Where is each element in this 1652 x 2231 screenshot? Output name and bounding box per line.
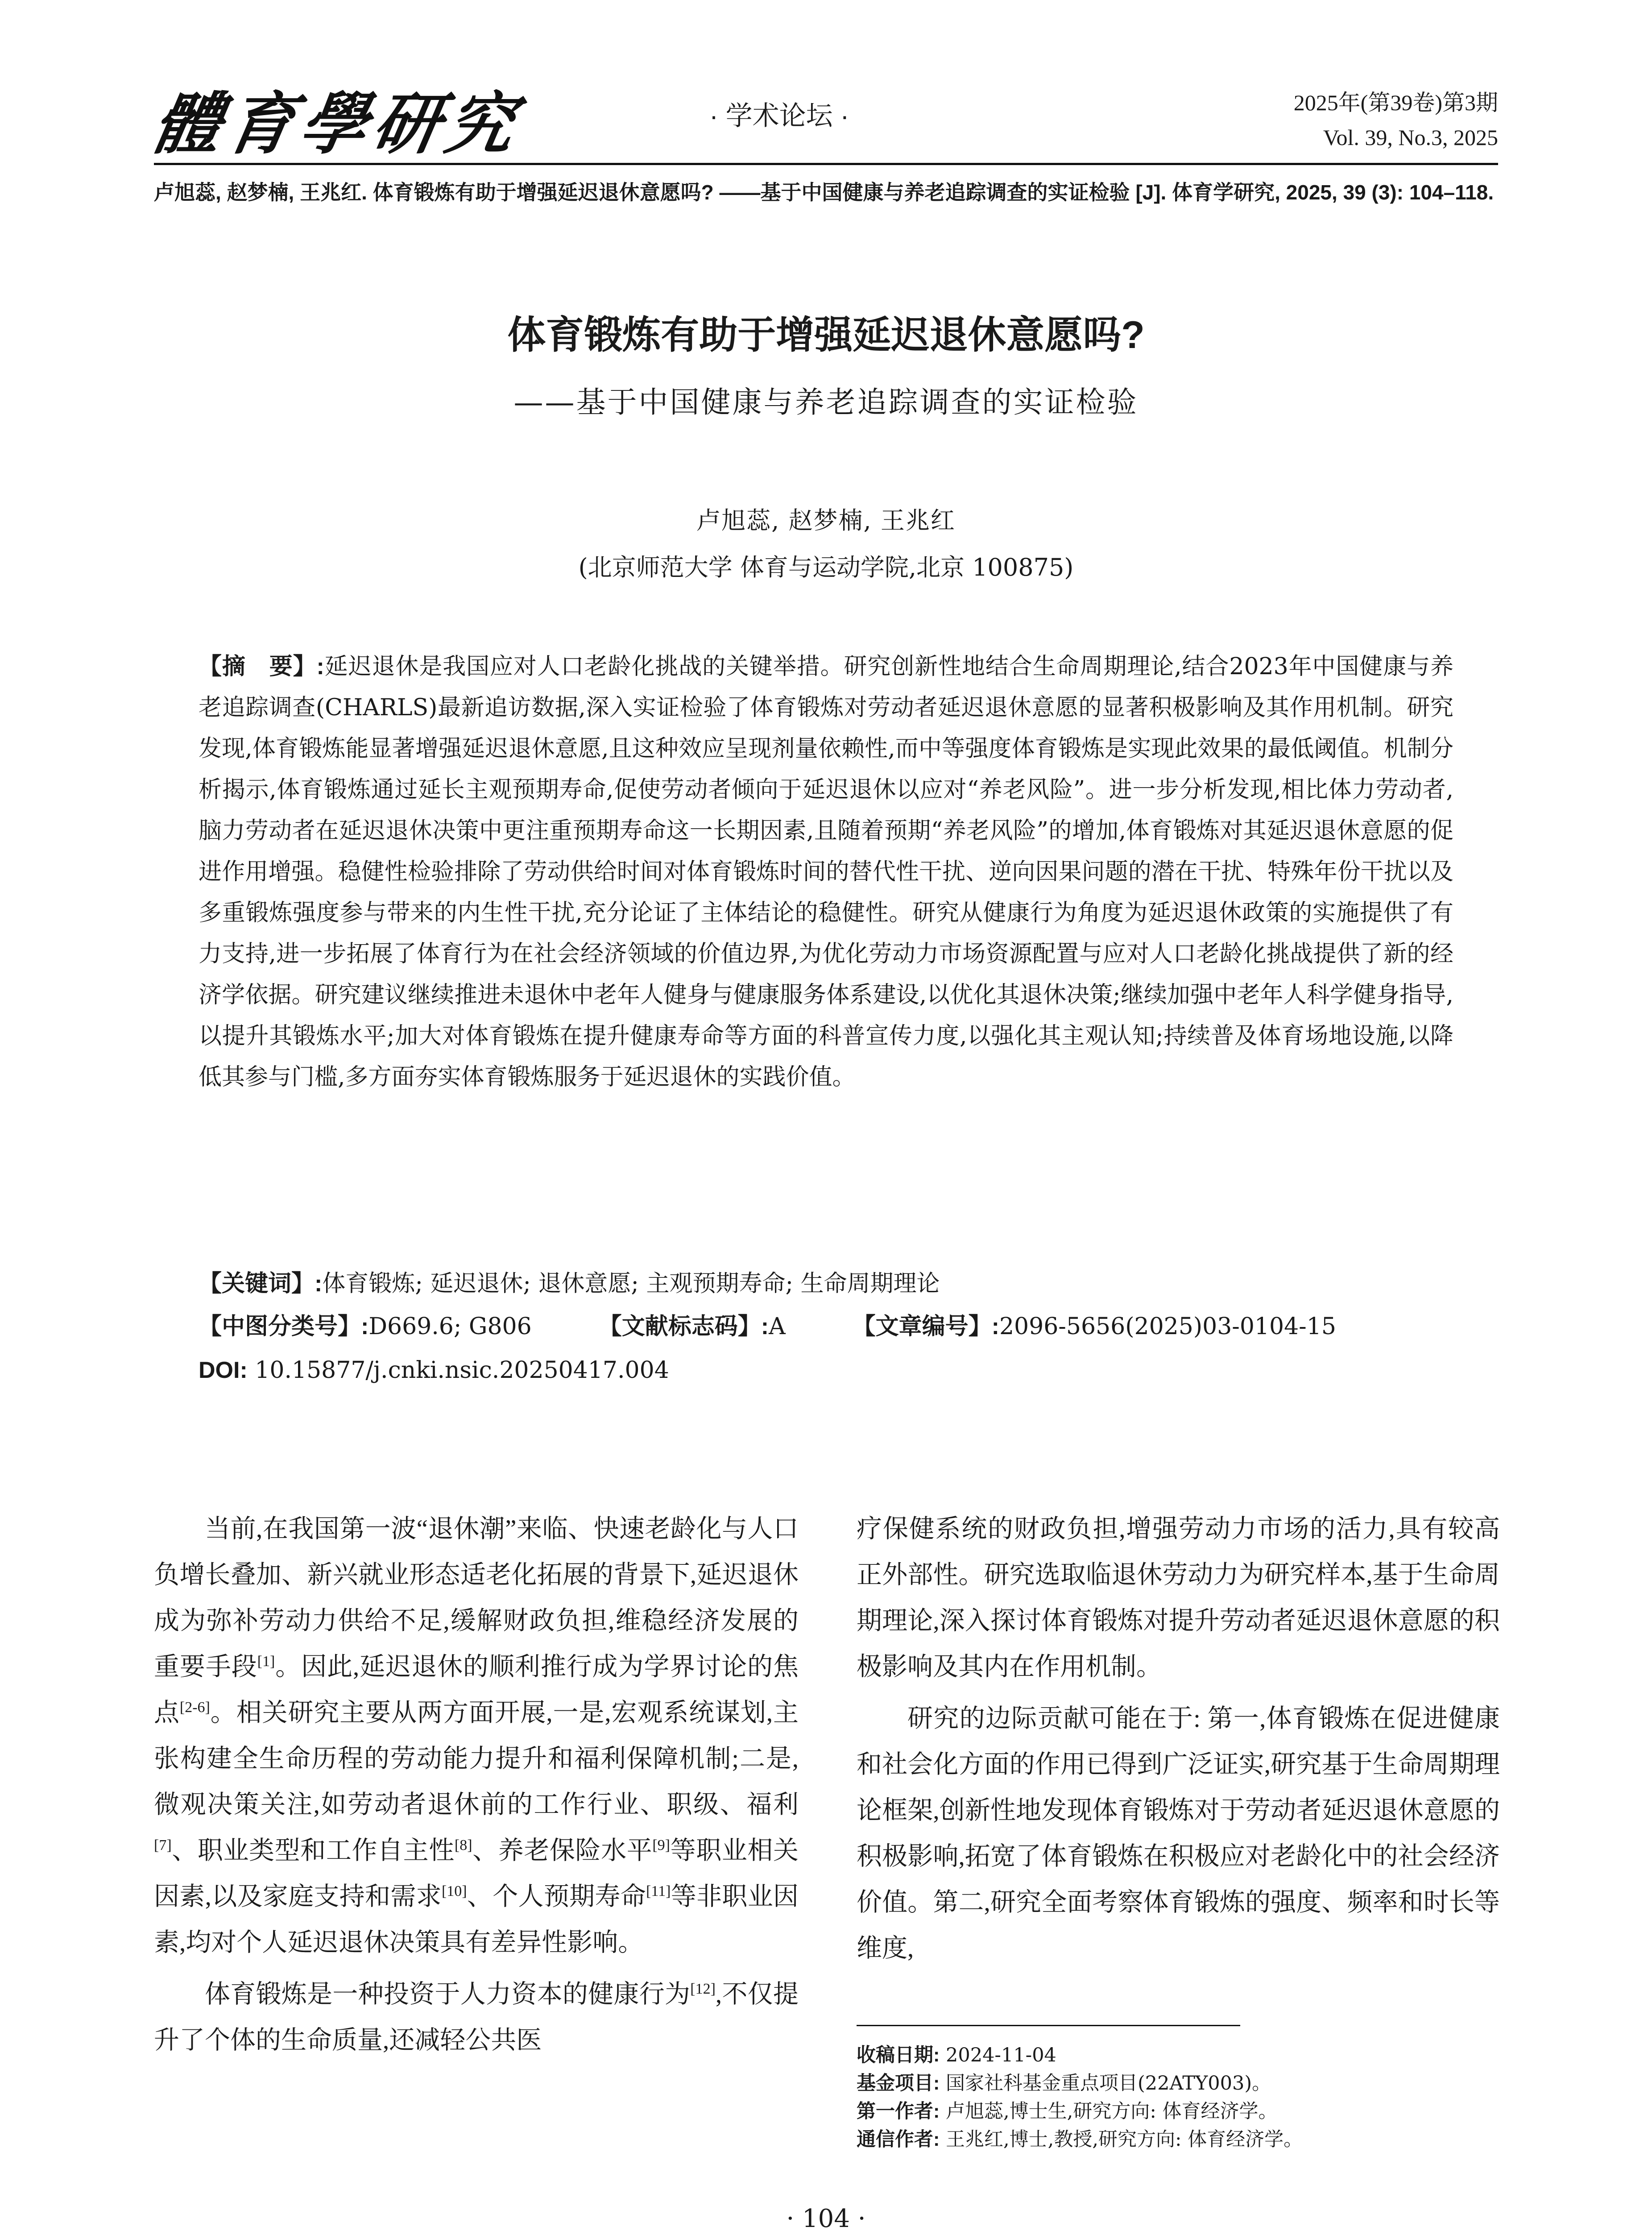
- body-text: ,不仅提升了个体的生命质量,还减轻公共医: [154, 1980, 799, 2054]
- doc-code-value: A: [769, 1313, 786, 1340]
- issue-info-en: Vol. 39, No.3, 2025: [1323, 125, 1498, 150]
- reference-marker[interactable]: [1]: [257, 1653, 275, 1670]
- reference-marker[interactable]: [12]: [690, 1981, 716, 1997]
- footnote-divider: [857, 2025, 1240, 2026]
- clc-value: D669.6; G806: [368, 1313, 532, 1340]
- footnote-label: 收稿日期:: [857, 2044, 940, 2066]
- body-text: 、个人预期寿命: [467, 1883, 646, 1911]
- reference-marker[interactable]: [10]: [441, 1883, 467, 1899]
- body-paragraph: [154, 1971, 799, 2063]
- citation-line: 卢旭蕊, 赵梦楠, 王兆红. 体育锻炼有助于增强延迟退休意愿吗? ——基于中国健康与养老追踪调查的实证检验 [J]. 体育学研究, 2025, 39 (3): 104–118.: [154, 181, 1494, 204]
- article-subtitle: ——基于中国健康与养老追踪调查的实证检验: [513, 385, 1139, 419]
- doi-value[interactable]: 10.15877/j.cnki.nsic.20250417.004: [255, 1357, 669, 1384]
- keywords-label: 【关键词】:: [199, 1271, 323, 1297]
- footnote-value: 卢旭蕊,博士生,研究方向: 体育经济学。: [940, 2100, 1278, 2123]
- body-text: 。相关研究主要从两方面开展,一是,宏观系统谋划,主张构建全生命历程的劳动能力提升和福利保障机制;二是,微观决策关注,如劳动者退休前的工作行业、职级、福利: [154, 1699, 799, 1819]
- footnote-label: 通信作者:: [857, 2129, 940, 2150]
- footnote-label: 第一作者:: [857, 2101, 940, 2122]
- classification-line: [199, 1313, 1453, 1340]
- footnotes: [857, 2041, 1499, 2154]
- body-paragraph: 研究的边际贡献可能在于: 第一,体育锻炼在促进健康和社会化方面的作用已得到广泛证实,研究基于生命周期理论框架,创新性地发现体育锻炼对于劳动者延迟退休意愿的积极影响,拓宽了体育锻炼在积极应对老龄化中的社会经济价值。第二,研究全面考察体育锻炼的强度、频率和时长等维度,: [857, 1704, 1500, 1962]
- abstract: [199, 646, 1453, 1098]
- doc-code-label: 【文献标志码】:: [598, 1314, 769, 1339]
- body-text: 当前,在我国第一波“退休潮”来临、快速老龄化与人口负增长叠加、新兴就业形态适老化拓展的背景下,延迟退休成为弥补劳动力供给不足,缓解财政负担,维稳经济发展的重要手段: [154, 1515, 799, 1681]
- reference-marker[interactable]: [8]: [454, 1837, 472, 1854]
- footnote-corresponding-author: [857, 2126, 1499, 2154]
- body-paragraph: 疗保健系统的财政负担,增强劳动力市场的活力,具有较高正外部性。研究选取临退休劳动力为研究样本,基于生命周期理论,深入探讨体育锻炼对提升劳动者延迟退休意愿的积极影响及其内在作用机制。: [857, 1515, 1500, 1681]
- footnote-label: 基金项目:: [857, 2073, 940, 2094]
- footnote-value: 2024-11-04: [940, 2044, 1056, 2066]
- body-paragraph: [154, 1506, 799, 1966]
- section-label: · 学术论坛 ·: [709, 101, 849, 131]
- body-text: 等职业相关因素,以及家庭支持和需求: [154, 1837, 799, 1911]
- body-column-right: [857, 1506, 1500, 1977]
- article-title: 体育锻炼有助于增强延迟退休意愿吗?: [507, 314, 1145, 357]
- body-text: 体育锻炼是一种投资于人力资本的健康行为: [205, 1980, 691, 2008]
- header-divider: [154, 163, 1498, 165]
- body-text: 、职业类型和工作自主性: [171, 1837, 455, 1865]
- reference-marker[interactable]: [7]: [154, 1837, 172, 1854]
- journal-logo: 體育學研究: [147, 88, 526, 162]
- keywords-text: 体育锻炼; 延迟退休; 退休意愿; 主观预期寿命; 生命周期理论: [322, 1270, 940, 1297]
- footnote-received: [857, 2041, 1499, 2069]
- page-number: · 104 ·: [786, 2204, 866, 2231]
- article-no-value: 2096-5656(2025)03-0104-15: [999, 1313, 1336, 1340]
- footnote-value: 王兆红,博士,教授,研究方向: 体育经济学。: [940, 2128, 1303, 2151]
- body-text: 。因此,延迟退休的顺利推行成为学界讨论的焦点: [154, 1653, 799, 1727]
- footnote-value: 国家社科基金重点项目(22ATY003)。: [940, 2072, 1271, 2094]
- reference-marker[interactable]: [9]: [652, 1837, 670, 1854]
- footnote-first-author: [857, 2098, 1499, 2126]
- issue-info-cn: 2025年(第39卷)第3期: [1293, 90, 1498, 115]
- body-column-left: [154, 1506, 799, 2069]
- abstract-label: 【摘 要】:: [199, 654, 324, 680]
- abstract-text: 延迟退休是我国应对人口老龄化挑战的关键举措。研究创新性地结合生命周期理论,结合2023年中国健康与养老追踪调查(CHARLS)最新追访数据,深入实证检验了体育锻炼对劳动者延迟退休意愿的显著积极影响及其作用机制。研究发现,体育锻炼能显著增强延迟退休意愿,且这种效应呈现剂量依赖性,而中等强度体育锻炼是实现此效果的最低阈值。机制分析揭示,体育锻炼通过延长主观预期寿命,促使劳动者倾向于延迟退休以应对“养老风险”。进一步分析发现,相比体力劳动者,脑力劳动者在延迟退休决策中更注重预期寿命这一长期因素,且随着预期“养老风险”的增加,体育锻炼对其延迟退休意愿的促进作用增强。稳健性检验排除了劳动供给时间对体育锻炼时间的替代性干扰、逆向因果问题的潜在干扰、特殊年份干扰以及多重锻炼强度参与带来的内生性干扰,充分论证了主体结论的稳健性。研究从健康行为角度为延迟退休政策的实施提供了有力支持,进一步拓展了体育行为在社会经济领域的价值边界,为优化劳动力市场资源配置与应对人口老龄化挑战提供了新的经济学依据。研究建议继续推进未退休中老年人健身与健康服务体系建设,以优化其退休决策;继续加强中老年人科学健身指导,以提升其锻炼水平;加大对体育锻炼在提升健康寿命等方面的科普宣传力度,以强化其主观认知;持续普及体育场地设施,以降低其参与门槛,多方面夯实体育锻炼服务于延迟退休的实践价值。: [199, 653, 1453, 1091]
- body-text: 、养老保险水平: [472, 1837, 653, 1865]
- body-text: 等非职业因素,均对个人延迟退休决策具有差异性影响。: [154, 1883, 799, 1957]
- doi-label: DOI:: [199, 1357, 248, 1383]
- reference-marker[interactable]: [11]: [646, 1883, 671, 1899]
- footnote-fund: [857, 2069, 1499, 2098]
- keywords: [199, 1270, 940, 1298]
- author-list: 卢旭蕊, 赵梦楠, 王兆红: [696, 506, 956, 535]
- doi-line: [199, 1356, 669, 1384]
- article-no-label: 【文章编号】:: [852, 1314, 999, 1339]
- clc-label: 【中图分类号】:: [199, 1314, 369, 1339]
- reference-marker[interactable]: [2-6]: [179, 1699, 210, 1716]
- author-affiliation: (北京师范大学 体育与运动学院,北京 100875): [578, 553, 1074, 581]
